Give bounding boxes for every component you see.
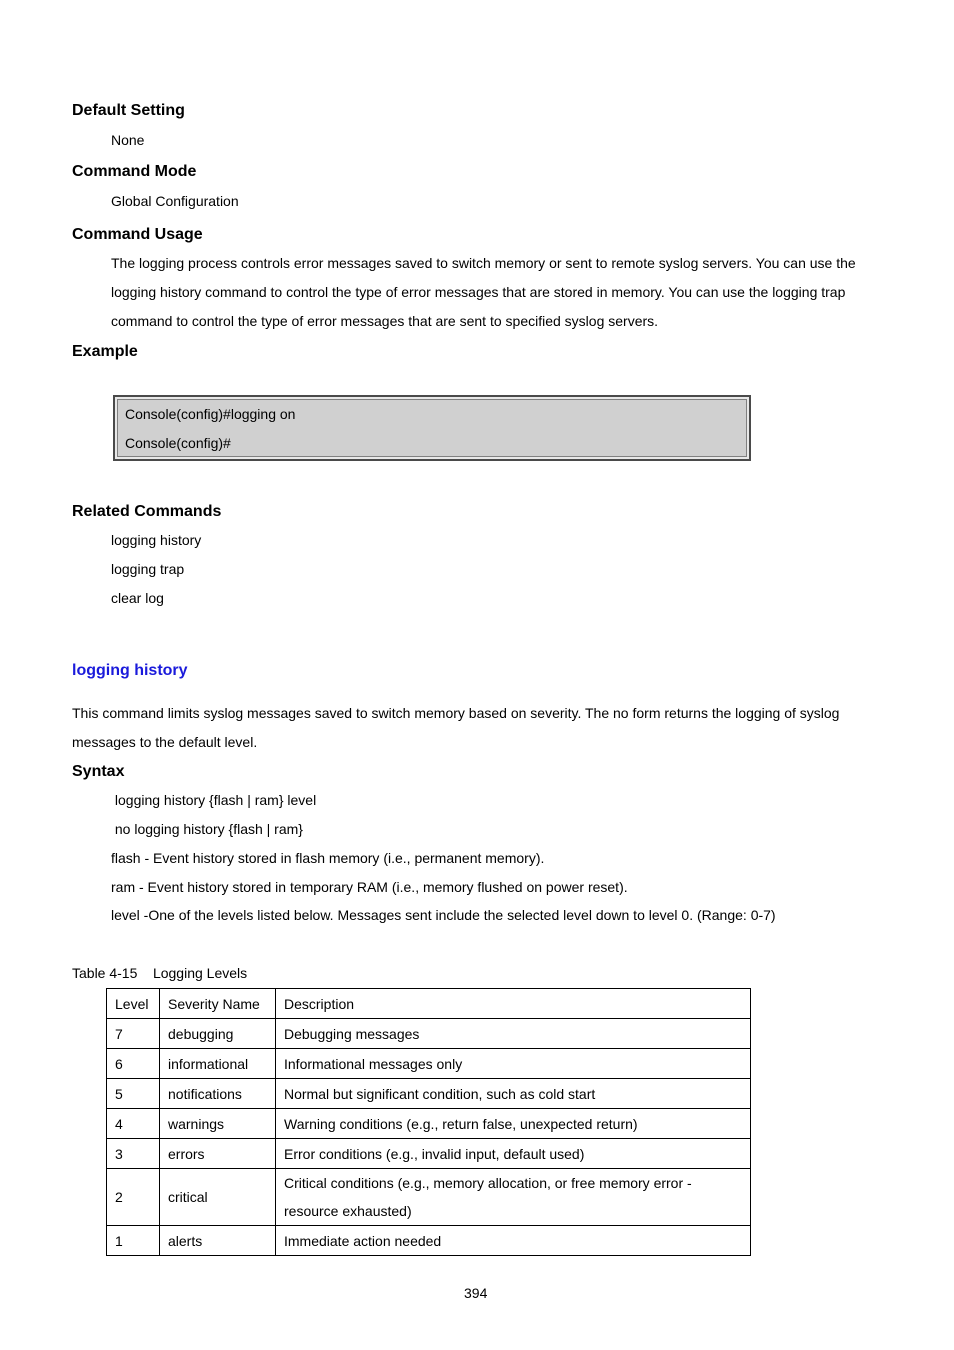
section-description-line: This command limits syslog messages saved to switch memory based on severity. The no form returns the logging of syslog: [72, 705, 840, 721]
header-cell: Description: [276, 989, 751, 1019]
level-cell: 1: [107, 1226, 160, 1256]
level-cell: 4: [107, 1109, 160, 1139]
related-commands-heading: Related Commands: [72, 503, 222, 520]
header-cell: Severity Name: [160, 989, 276, 1019]
table-row: [107, 1226, 751, 1256]
command-mode-heading: Command Mode: [72, 163, 197, 180]
related-command-item: logging history: [111, 532, 202, 548]
code-line: Console(config)#logging on: [125, 406, 296, 422]
description-line: resource exhausted): [284, 1203, 412, 1219]
table-row: [107, 1049, 751, 1079]
description-cell: [276, 1169, 751, 1226]
header-cell: Level: [107, 989, 160, 1019]
example-code-box: [113, 395, 751, 461]
description-cell: Normal but significant condition, such as cold start: [276, 1079, 751, 1109]
syntax-param-level: level -One of the levels listed below. Messages sent include the selected level down to level 0. (Range: 0-7): [111, 907, 776, 923]
severity-cell: alerts: [160, 1226, 276, 1256]
table-row: [107, 1109, 751, 1139]
severity-cell: errors: [160, 1139, 276, 1169]
syntax-heading: Syntax: [72, 763, 125, 780]
table-caption: Table 4-15 Logging Levels: [72, 965, 248, 981]
page-number: 394: [464, 1285, 488, 1301]
example-heading: Example: [72, 343, 138, 360]
level-cell: 2: [107, 1169, 160, 1226]
severity-cell: informational: [160, 1049, 276, 1079]
description-cell: Error conditions (e.g., invalid input, default used): [276, 1139, 751, 1169]
description-cell: Informational messages only: [276, 1049, 751, 1079]
command-usage-heading: Command Usage: [72, 226, 203, 243]
command-mode-value: Global Configuration: [111, 193, 239, 209]
level-cell: 6: [107, 1049, 160, 1079]
default-setting-heading: Default Setting: [72, 102, 185, 119]
table-row: [107, 1169, 751, 1226]
code-line: Console(config)#: [125, 435, 231, 451]
description-cell: Debugging messages: [276, 1019, 751, 1049]
command-usage-line: command to control the type of error messages that are sent to specified syslog servers.: [111, 313, 659, 329]
table-header-row: [107, 989, 751, 1019]
level-cell: 5: [107, 1079, 160, 1109]
severity-cell: debugging: [160, 1019, 276, 1049]
section-description-line: messages to the default level.: [72, 734, 258, 750]
severity-cell: notifications: [160, 1079, 276, 1109]
syntax-param-flash: flash - Event history stored in flash memory (i.e., permanent memory).: [111, 850, 545, 866]
related-command-item: logging trap: [111, 561, 185, 577]
command-usage-line: The logging process controls error messages saved to switch memory or sent to remote syslog servers. You can use the: [111, 255, 856, 271]
logging-levels-table: [106, 988, 751, 1256]
table-row: [107, 1079, 751, 1109]
description-cell: Immediate action needed: [276, 1226, 751, 1256]
table-row: [107, 1019, 751, 1049]
command-usage-line: logging history command to control the type of error messages that are stored in memory. You can use the logging trap: [111, 284, 846, 300]
level-cell: 7: [107, 1019, 160, 1049]
syntax-param-ram: ram - Event history stored in temporary RAM (i.e., memory flushed on power reset).: [111, 879, 628, 895]
description-line: Critical conditions (e.g., memory allocation, or free memory error -: [284, 1175, 692, 1191]
description-cell: Warning conditions (e.g., return false, unexpected return): [276, 1109, 751, 1139]
syntax-line: logging history {flash | ram} level: [111, 792, 317, 808]
default-setting-value: None: [111, 132, 145, 148]
severity-cell: warnings: [160, 1109, 276, 1139]
level-cell: 3: [107, 1139, 160, 1169]
table-row: [107, 1139, 751, 1169]
related-command-item: clear log: [111, 590, 164, 606]
section-title-logging-history[interactable]: logging history: [72, 662, 188, 679]
syntax-line: no logging history {flash | ram}: [111, 821, 303, 837]
severity-cell: critical: [160, 1169, 276, 1226]
